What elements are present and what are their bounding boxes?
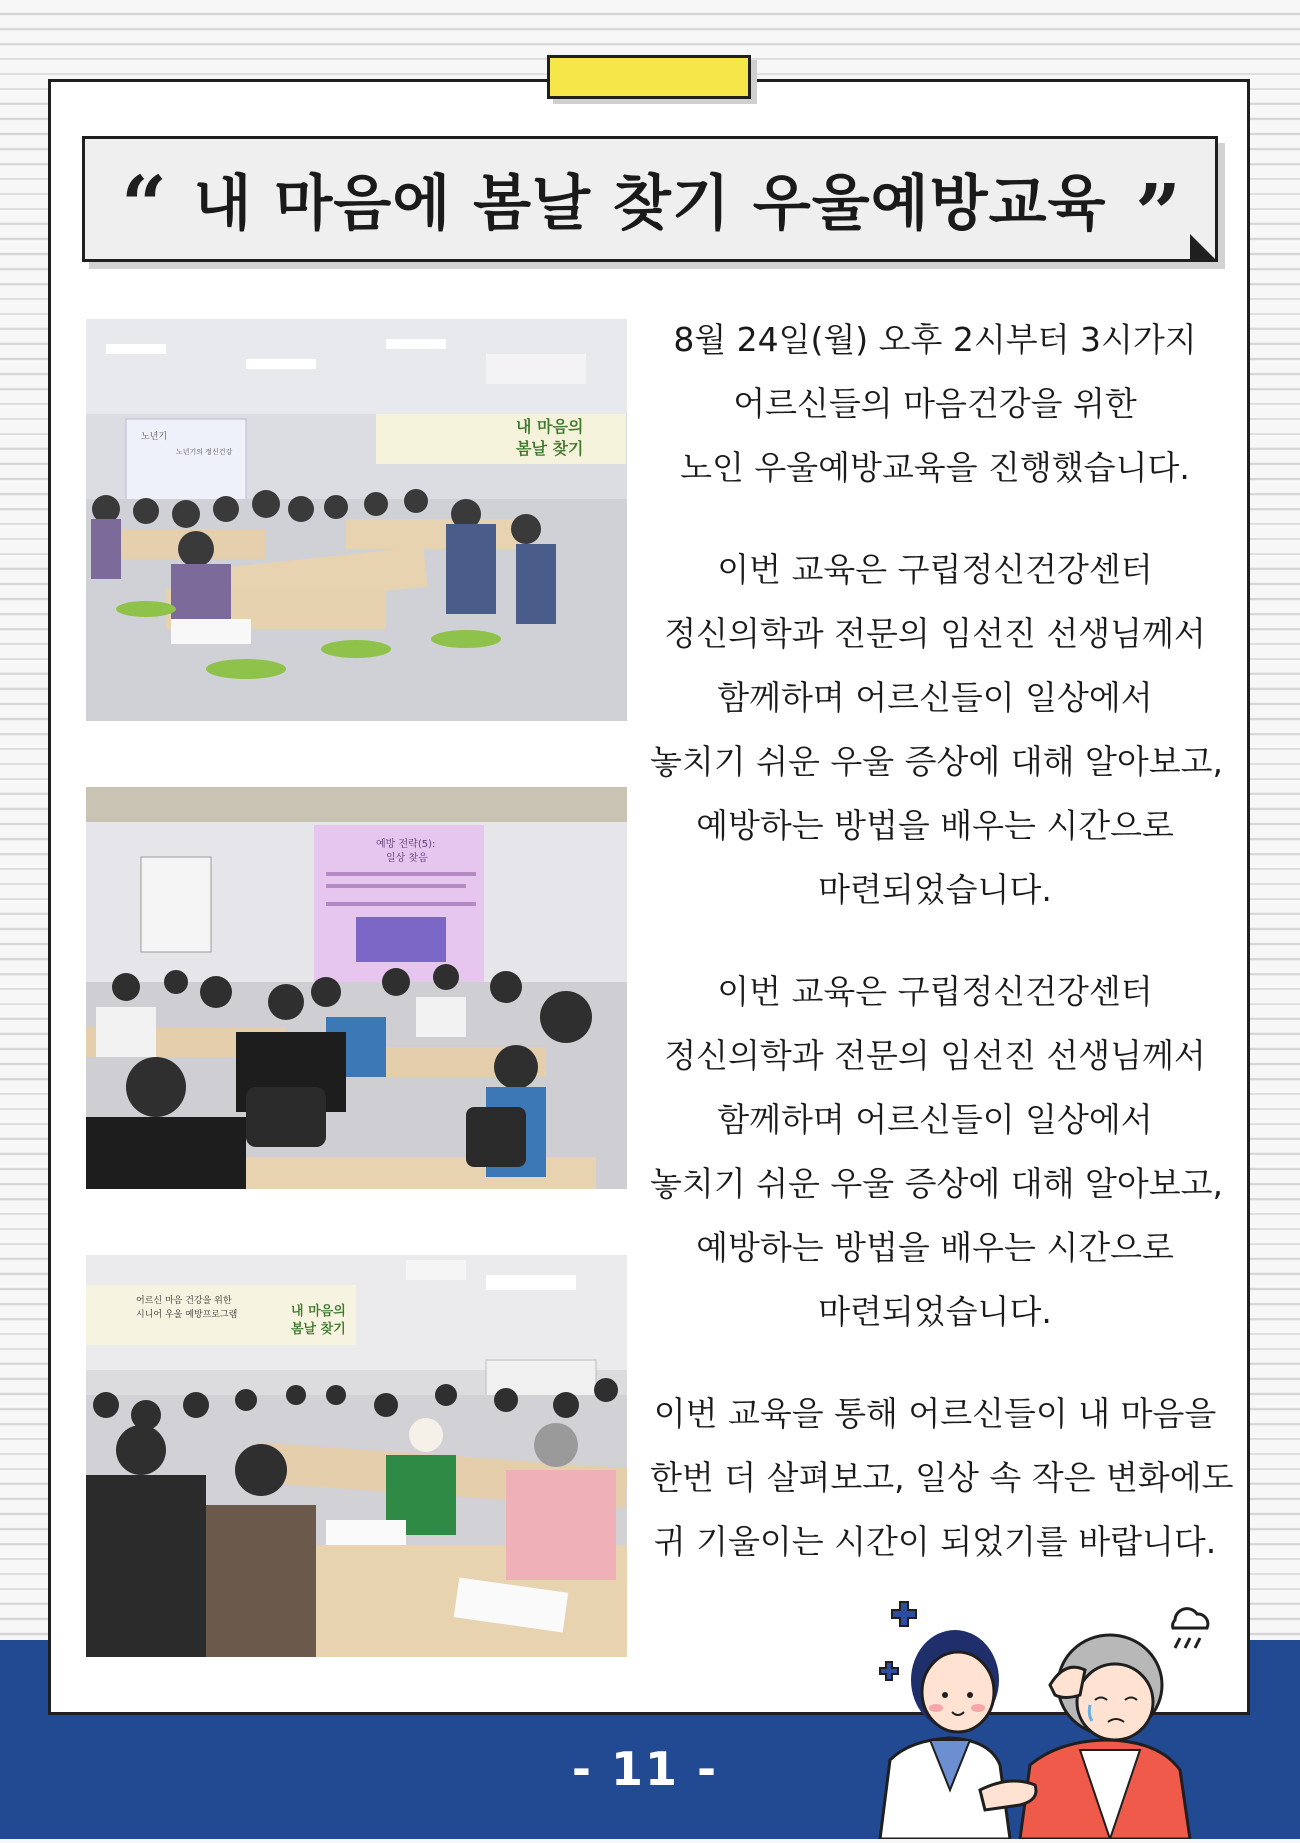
plus-icon <box>880 1662 898 1680</box>
paragraph-4 <box>650 1382 1234 1574</box>
page-title: 내 마음에 봄날 찾기 우울예방교육 <box>193 169 1107 239</box>
paragraph-1 <box>650 308 1220 500</box>
title-box <box>82 136 1218 262</box>
paragraph-3 <box>650 960 1223 1344</box>
paragraph-line: 놓치기 쉬운 우울 증상에 대해 알아보고, <box>650 1164 1223 1203</box>
close-quote-icon: ” <box>1134 166 1181 260</box>
paragraph-line: 귀 기울이는 시간이 되었기를 바랍니다. <box>653 1522 1217 1561</box>
paragraph-line: 예방하는 방법을 배우는 시간으로 <box>696 806 1174 845</box>
paragraph-line: 함께하며 어르신들이 일상에서 <box>717 1100 1153 1139</box>
slide-title: 노년기 <box>141 432 168 442</box>
banner-title-line-1: 내 마음의 <box>291 1304 346 1319</box>
doctor-and-elder-illustration <box>870 1590 1230 1839</box>
folded-corner <box>1190 234 1218 262</box>
event-photo-1 <box>86 319 627 721</box>
paragraph-line: 8월 24일(월) 오후 2시부터 3시가지 <box>673 320 1197 359</box>
slide-subtitle: 일상 찾음 <box>386 853 428 864</box>
article-body <box>650 308 1234 1612</box>
banner-title-line-2: 봄날 찾기 <box>291 1322 346 1337</box>
paragraph-line: 함께하며 어르신들이 일상에서 <box>717 678 1153 717</box>
rain-cloud-icon <box>1173 1609 1208 1648</box>
banner-title-line-2: 봄날 찾기 <box>516 439 584 458</box>
paragraph-line: 한번 더 살펴보고, 일상 속 작은 변화에도 <box>650 1458 1234 1497</box>
paragraph-line: 예방하는 방법을 배우는 시간으로 <box>696 1228 1174 1267</box>
slide-title: 예방 전략(5): <box>376 839 436 850</box>
banner-line-2: 시니어 우울 예방프로그램 <box>136 1310 238 1320</box>
paragraph-line: 정신의학과 전문의 임선진 선생님께서 <box>664 614 1206 653</box>
banner-line-1: 어르신 마음 건강을 위한 <box>136 1296 232 1306</box>
paragraph-line: 노인 우울예방교육을 진행했습니다. <box>680 448 1190 487</box>
event-photo-3 <box>86 1255 627 1657</box>
paragraph-line: 놓치기 쉬운 우울 증상에 대해 알아보고, <box>650 742 1223 781</box>
paragraph-line: 이번 교육을 통해 어르신들이 내 마음을 <box>653 1394 1217 1433</box>
paragraph-line: 마련되었습니다. <box>818 1292 1052 1331</box>
slide-subtitle: 노년기의 정신건강 <box>176 448 233 456</box>
paragraph-line: 이번 교육은 구립정신건강센터 <box>717 550 1153 589</box>
plus-icon <box>892 1602 916 1626</box>
banner-title-line-1: 내 마음의 <box>516 417 584 436</box>
page-number: - 11 - <box>571 1742 719 1796</box>
event-photo-2 <box>86 787 627 1189</box>
paragraph-line: 이번 교육은 구립정신건강센터 <box>717 972 1153 1011</box>
paragraph-line: 마련되었습니다. <box>818 870 1052 909</box>
paragraph-line: 정신의학과 전문의 임선진 선생님께서 <box>664 1036 1206 1075</box>
paragraph-2 <box>650 538 1223 922</box>
yellow-tab <box>547 55 751 99</box>
paragraph-line: 어르신들의 마음건강을 위한 <box>733 384 1137 423</box>
open-quote-icon: “ <box>121 158 168 252</box>
